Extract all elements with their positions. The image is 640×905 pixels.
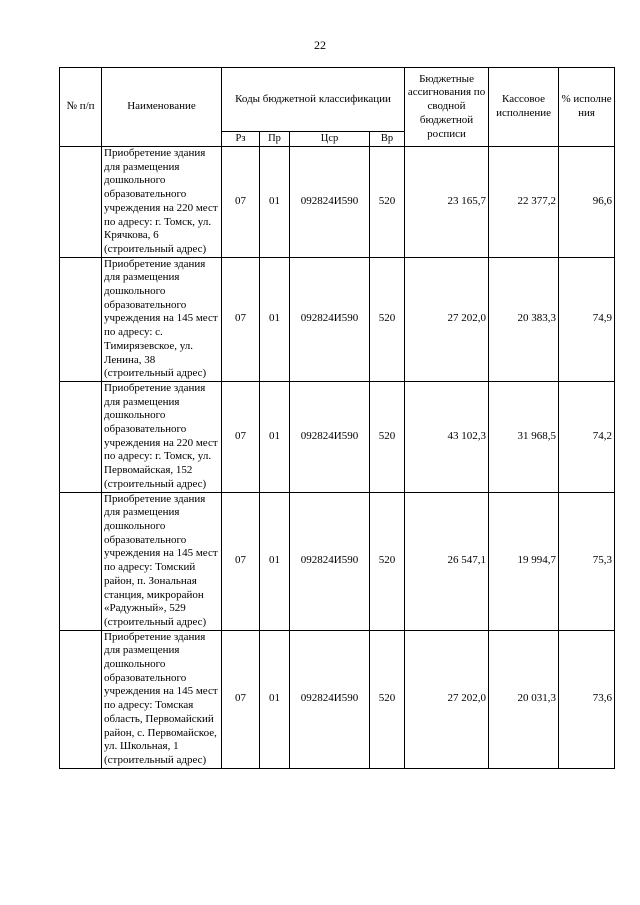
row-rz: 07 <box>222 381 260 492</box>
header-codes: Коды бюджетной классификации <box>222 68 405 132</box>
row-cash: 22 377,2 <box>489 147 559 258</box>
header-row <box>60 68 615 132</box>
row-pr: 01 <box>260 630 290 768</box>
table-row <box>60 381 615 492</box>
row-name: Приобретение здания для размещения дошкольного образовательного учреждения на 220 мест по адресу: г. Томск, ул. Крячкова, 6 (строительный адрес) <box>102 147 222 258</box>
row-percent: 96,6 <box>559 147 615 258</box>
header-cash: Кассовое исполнение <box>489 68 559 147</box>
row-num <box>60 257 102 381</box>
header-num: № п/п <box>60 68 102 147</box>
row-rz: 07 <box>222 630 260 768</box>
row-rz: 07 <box>222 492 260 630</box>
row-name: Приобретение здания для размещения дошкольного образовательного учреждения на 145 мест по адресу: с. Тимирязевское, ул. Ленина, 38 (строительный адрес) <box>102 257 222 381</box>
row-budget: 43 102,3 <box>405 381 489 492</box>
row-num <box>60 381 102 492</box>
row-num <box>60 147 102 258</box>
row-vr: 520 <box>370 257 405 381</box>
row-cash: 31 968,5 <box>489 381 559 492</box>
row-name: Приобретение здания для размещения дошкольного образовательного учреждения на 145 мест по адресу: Томский район, п. Зональная станция, микрорайон «Радужный», 529 (строительный адрес) <box>102 492 222 630</box>
header-csr: Цср <box>290 132 370 147</box>
table-row <box>60 492 615 630</box>
row-vr: 520 <box>370 492 405 630</box>
row-percent: 74,9 <box>559 257 615 381</box>
row-pr: 01 <box>260 381 290 492</box>
page-number: 22 <box>314 38 326 52</box>
table-row <box>60 630 615 768</box>
row-pr: 01 <box>260 492 290 630</box>
row-budget: 23 165,7 <box>405 147 489 258</box>
header-pr: Пр <box>260 132 290 147</box>
row-budget: 26 547,1 <box>405 492 489 630</box>
header-vr: Вр <box>370 132 405 147</box>
row-num <box>60 492 102 630</box>
row-csr: 092824И590 <box>290 630 370 768</box>
row-budget: 27 202,0 <box>405 630 489 768</box>
row-percent: 74,2 <box>559 381 615 492</box>
row-cash: 20 383,3 <box>489 257 559 381</box>
row-vr: 520 <box>370 630 405 768</box>
header-budget: Бюджетные ассигнования по сводной бюджетной росписи <box>405 68 489 147</box>
row-csr: 092824И590 <box>290 257 370 381</box>
budget-table <box>59 67 615 769</box>
row-num <box>60 630 102 768</box>
row-rz: 07 <box>222 147 260 258</box>
header-rz: Рз <box>222 132 260 147</box>
row-csr: 092824И590 <box>290 492 370 630</box>
row-csr: 092824И590 <box>290 147 370 258</box>
row-cash: 19 994,7 <box>489 492 559 630</box>
row-pr: 01 <box>260 257 290 381</box>
row-rz: 07 <box>222 257 260 381</box>
row-name: Приобретение здания для размещения дошкольного образовательного учреждения на 145 мест по адресу: Томская область, Первомайский район, с. Первомайское, ул. Школьная, 1 (строительный адрес) <box>102 630 222 768</box>
table-row <box>60 257 615 381</box>
table-row <box>60 147 615 258</box>
row-vr: 520 <box>370 147 405 258</box>
header-percent: % исполне ния <box>559 68 615 147</box>
row-pr: 01 <box>260 147 290 258</box>
row-csr: 092824И590 <box>290 381 370 492</box>
row-budget: 27 202,0 <box>405 257 489 381</box>
row-name: Приобретение здания для размещения дошкольного образовательного учреждения на 220 мест по адресу: г. Томск, ул. Первомайская, 152 (строительный адрес) <box>102 381 222 492</box>
row-percent: 73,6 <box>559 630 615 768</box>
row-vr: 520 <box>370 381 405 492</box>
header-name: Наименование <box>102 68 222 147</box>
row-percent: 75,3 <box>559 492 615 630</box>
row-cash: 20 031,3 <box>489 630 559 768</box>
